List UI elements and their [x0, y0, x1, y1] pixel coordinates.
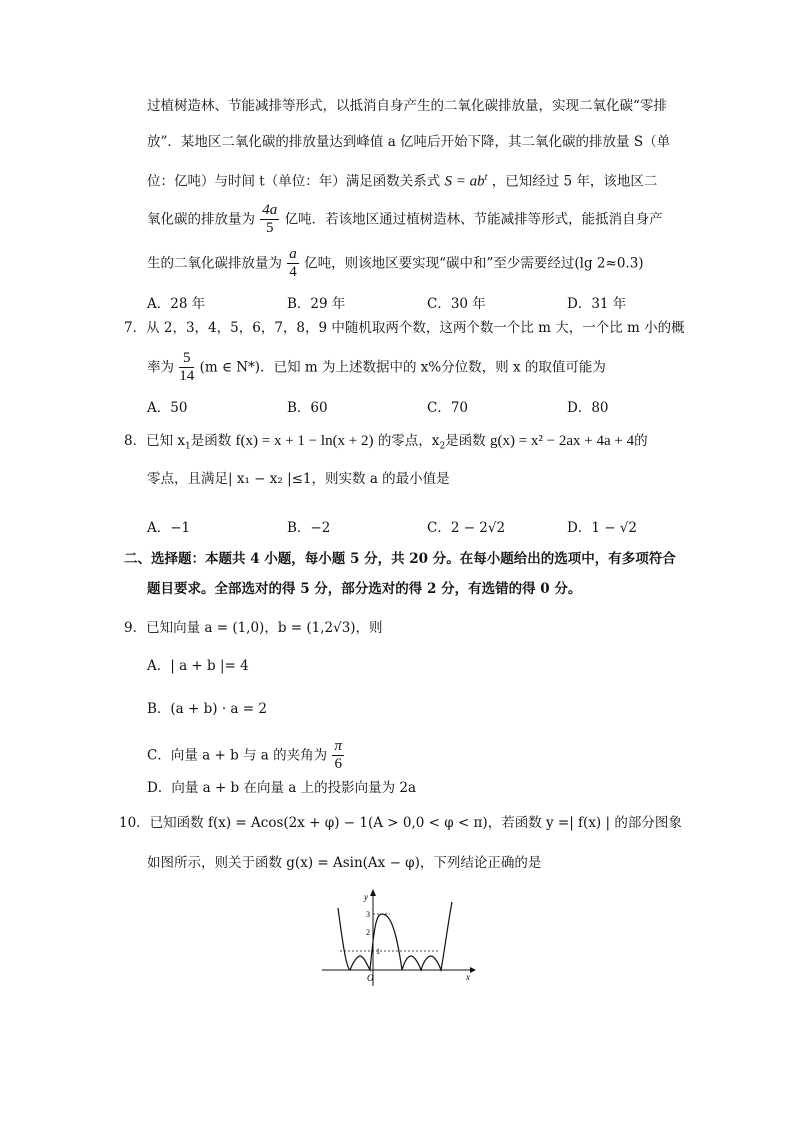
q6-line-3: 位：亿吨）与时间 t（单位：年）满足函数关系式 $S = ab^t$ ，已知经过 5 年，该地区二 [147, 172, 658, 190]
q8-option-a: A．−1 [147, 520, 191, 536]
y-label: y [364, 892, 368, 902]
q9-option-a: A．| a + b |= 4 [147, 658, 249, 674]
q6-option-a: A．28 年 [147, 296, 206, 312]
q10-function-graph [320, 888, 480, 988]
q8-option-c: C．2 − 2√2 [427, 520, 506, 536]
q7-option-a: A．50 [147, 400, 188, 416]
q7-line-2: 率为 $\frac{5}{14}$ (m ∈ N*)．已知 m 为上述数据中的 x%分位数，则 x 的取值可能为 [147, 350, 606, 385]
q6-option-d: D．31 年 [567, 296, 627, 312]
curve [338, 902, 452, 970]
origin-label: O [367, 973, 374, 983]
x-label: x [466, 972, 470, 982]
tick-1: 1 [376, 947, 380, 956]
q10-line-2: 如图所示，则关于函数 g(x) = Asin(Ax − φ)，下列结论正确的是 [147, 855, 542, 871]
q6-fraction-4a-5: $\frac{4a}{5}$ [262, 202, 278, 237]
q8-line-2: 零点，且满足| x₁ − x₂ |≤1，则实数 a 的最小值是 [147, 471, 450, 487]
q9-option-c: C．向量 a + b 与 a 的夹角为 $\frac{\pi}{6}$ [147, 738, 342, 773]
q7-fraction-5-14: $\frac{5}{14}$ [179, 350, 195, 385]
q9-fraction-pi-6: $\frac{\pi}{6}$ [334, 738, 342, 773]
q6-option-c: C．30 年 [427, 296, 486, 312]
q6-formula: S = ab [444, 173, 485, 190]
q6-line-1: 过植树造林、节能减排等形式，以抵消自身产生的二氧化碳排放量，实现二氧化碳“零排 [147, 98, 667, 114]
q7-option-b: B．60 [287, 400, 328, 416]
q10-line-1: 10．已知函数 f(x) = Acos(2x + φ) − 1(A > 0,0 < φ < π)，若函数 y =| f(x) | 的部分图象 [119, 815, 682, 831]
q9-stem: 9．已知向量 a = (1,0)，b = (1,2√3)，则 [124, 620, 383, 636]
y-axis-arrow [370, 889, 376, 896]
q8-option-b: B．−2 [287, 520, 331, 536]
q7-option-d: D．80 [567, 400, 609, 416]
q8-line-1: 8．已知 $x_1$是函数 f(x) = x + 1 − ln(x + 2) 的零点，$x_2$是函数 g(x) = x² − 2ax + 4a + 4的 [124, 433, 648, 452]
section-2-heading: 二、选择题：本题共 4 小题，每小题 5 分，共 20 分。在每小题给出的选项中，有多项符合 [124, 551, 676, 567]
tick-2: 2 [366, 928, 370, 937]
section-2-heading-cont: 题目要求。全部选对的得 5 分，部分选对的得 2 分，有选错的得 0 分。 [147, 581, 582, 597]
q9-option-b: B．(a + b) · a = 2 [147, 701, 267, 717]
q8-option-d: D．1 − √2 [567, 520, 637, 536]
q6-option-b: B．29 年 [287, 296, 346, 312]
q7-line-1: 7．从 2，3，4，5，6，7，8，9 中随机取两个数，这两个数一个比 m 大，一个比 m 小的概 [124, 320, 685, 336]
tick-3: 3 [366, 910, 370, 919]
q9-option-d: D．向量 a + b 在向量 a 上的投影向量为 2a [147, 780, 417, 796]
q6-fraction-a-4: $\frac{a}{4}$ [289, 246, 297, 281]
q6-line-4: 氧化碳的排放量为 $\frac{4a}{5}$ 亿吨．若该地区通过植树造林、节能减排等形式，能抵消自身产 [147, 202, 663, 237]
q6-line-5: 生的二氧化碳排放量为 $\frac{a}{4}$ 亿吨，则该地区要实现“碳中和”至少需要经过(lg 2≈0.3) [147, 246, 644, 281]
q7-option-c: C．70 [427, 400, 469, 416]
q6-line-2: 放”．某地区二氧化碳的排放量达到峰值 a 亿吨后开始下降，其二氧化碳的排放量 S（单 [147, 134, 671, 150]
x-axis-arrow [470, 967, 476, 973]
